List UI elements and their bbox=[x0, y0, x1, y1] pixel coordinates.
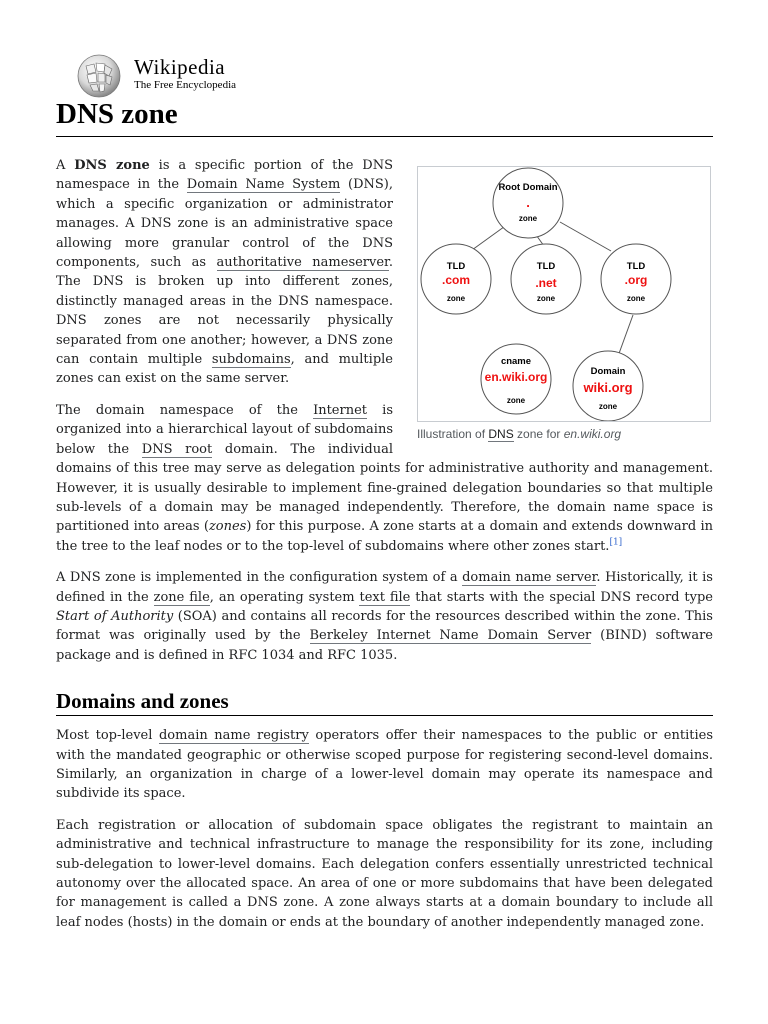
reference-1-link[interactable]: [1] bbox=[609, 537, 623, 548]
page-title: DNS zone bbox=[56, 92, 713, 137]
text: is organized into a hierarchical layout of subdomains below the bbox=[56, 402, 393, 457]
text: that starts with the special DNS record type bbox=[410, 589, 713, 605]
text: , an operating system bbox=[209, 589, 360, 605]
text: The domain namespace of the bbox=[56, 402, 314, 418]
node-root-name: . bbox=[526, 195, 530, 210]
text: . The DNS is broken up into different zones, distinctly managed areas in the DNS namespace. DNS zones are not necessarily physically separated from one another; however, a DNS zone can contain multiple bbox=[56, 255, 393, 368]
node-root-label: Root Domain bbox=[498, 182, 558, 193]
caption-text: Illustration of bbox=[417, 427, 489, 441]
node-root-sub: zone bbox=[518, 214, 538, 223]
text: , and multiple zones can exist on the same server. bbox=[56, 352, 393, 387]
node-cname-name: en.wiki.org bbox=[484, 370, 548, 384]
node-net-name: .net bbox=[535, 276, 557, 290]
link-dns[interactable]: DNS bbox=[488, 427, 514, 441]
text: A DNS zone is implemented in the configuration system of a bbox=[56, 570, 463, 586]
link-domain-name-registry[interactable]: domain name registry bbox=[158, 728, 309, 744]
link-subdomains[interactable]: subdomains bbox=[211, 352, 291, 368]
term-dns-zone: DNS zone bbox=[74, 158, 150, 173]
node-domain-name: wiki.org bbox=[583, 380, 633, 395]
section-paragraph-2: Each registration or allocation of subdomain space obligates the registrant to maintain an administrative and technical infrastructure to manage the responsibility for its zone, including sub-delegation to lower-level domains. Each delegation confers essentially unrestricted technical autonomy over the allocated space. An area of one or more subdomains that have been delegated for management is called a DNS zone. A zone always starts at a domain boundary to include all leaf nodes (hosts) in the domain or ends at the boundary of another independently managed zone. bbox=[56, 817, 713, 930]
intro-paragraph-3 bbox=[56, 568, 713, 665]
node-domain-label: Domain bbox=[590, 366, 626, 377]
link-zone-file[interactable]: zone file bbox=[153, 589, 210, 605]
node-domain-sub: zone bbox=[598, 402, 618, 411]
node-cname-label: cname bbox=[500, 356, 532, 367]
text: (SOA) and contains all records for the resources described within the zone. This format was originally used by the bbox=[56, 608, 713, 644]
node-org-sub: zone bbox=[626, 294, 646, 303]
text: A bbox=[56, 158, 75, 173]
caption-text: zone for bbox=[513, 427, 564, 441]
caption-domain: en.wiki.org bbox=[563, 427, 622, 441]
term-zones: zones bbox=[208, 519, 247, 535]
dns-zone-diagram[interactable] bbox=[417, 166, 711, 422]
node-org-label: TLD bbox=[626, 261, 646, 272]
node-net-label: TLD bbox=[536, 261, 556, 272]
link-authoritative-nameserver[interactable]: authoritative nameserver bbox=[216, 255, 389, 271]
node-com-sub: zone bbox=[446, 294, 466, 303]
site-tagline: The Free Encyclopedia bbox=[134, 79, 237, 91]
text: is a specific portion of the DNS namespace in the bbox=[56, 158, 393, 193]
figure-dns-zone bbox=[417, 166, 713, 442]
section-paragraph-1 bbox=[56, 726, 713, 804]
node-com-label: TLD bbox=[446, 261, 466, 272]
text: (BIND) software package and is defined in RFC 1034 and RFC 1035. bbox=[56, 628, 713, 663]
wikipedia-wordmark[interactable] bbox=[134, 55, 236, 92]
link-internet[interactable]: Internet bbox=[313, 402, 367, 418]
text: operators offer their namespaces to the public or entities with the mandated geographic or otherwise scoped purpose for registering second-level domains. Similarly, an organization in charge of a lower-level domain may operate its namespace and subdivide its space. bbox=[56, 728, 713, 802]
article-body bbox=[56, 156, 713, 944]
link-domain-name-system[interactable]: Domain Name System bbox=[186, 177, 341, 193]
link-bind[interactable]: Berkeley Internet Name Domain Server bbox=[309, 628, 592, 644]
text: (DNS), which a specific organization or administrator manages. A DNS zone is an administrative space allowing more granular control of the DNS components, such as bbox=[56, 177, 393, 271]
link-text-file[interactable]: text file bbox=[359, 589, 411, 605]
section-heading-domains-and-zones: Domains and zones bbox=[56, 687, 713, 716]
text: ) for this purpose. A zone starts at a domain and extends downward in the tree to the leaf nodes or to the top-level of subdomains where other zones start. bbox=[56, 519, 713, 554]
node-net-sub: zone bbox=[536, 294, 556, 303]
text: . Historically, it is defined in the bbox=[56, 570, 713, 605]
node-cname-sub: zone bbox=[506, 396, 526, 405]
text: Most top-level bbox=[56, 728, 159, 744]
link-domain-name-server[interactable]: domain name server bbox=[462, 570, 597, 586]
term-start-of-authority: Start of Authority bbox=[56, 608, 174, 624]
node-org-name: .org bbox=[624, 273, 648, 287]
link-dns-root[interactable]: DNS root bbox=[141, 441, 213, 457]
figure-caption bbox=[417, 426, 713, 442]
dns-tree-svg bbox=[418, 167, 710, 421]
node-com-name: .com bbox=[441, 273, 471, 287]
text: domain. The individual domains of this tree may serve as delegation points for administrative authority and management. However, it is usually desirable to implement fine-grained delegation boundaries so that multiple sub-levels of a domain may be managed independently. Therefore, the domain name space is partitioned into areas ( bbox=[56, 441, 713, 535]
site-name: Wikipedia bbox=[134, 55, 226, 79]
